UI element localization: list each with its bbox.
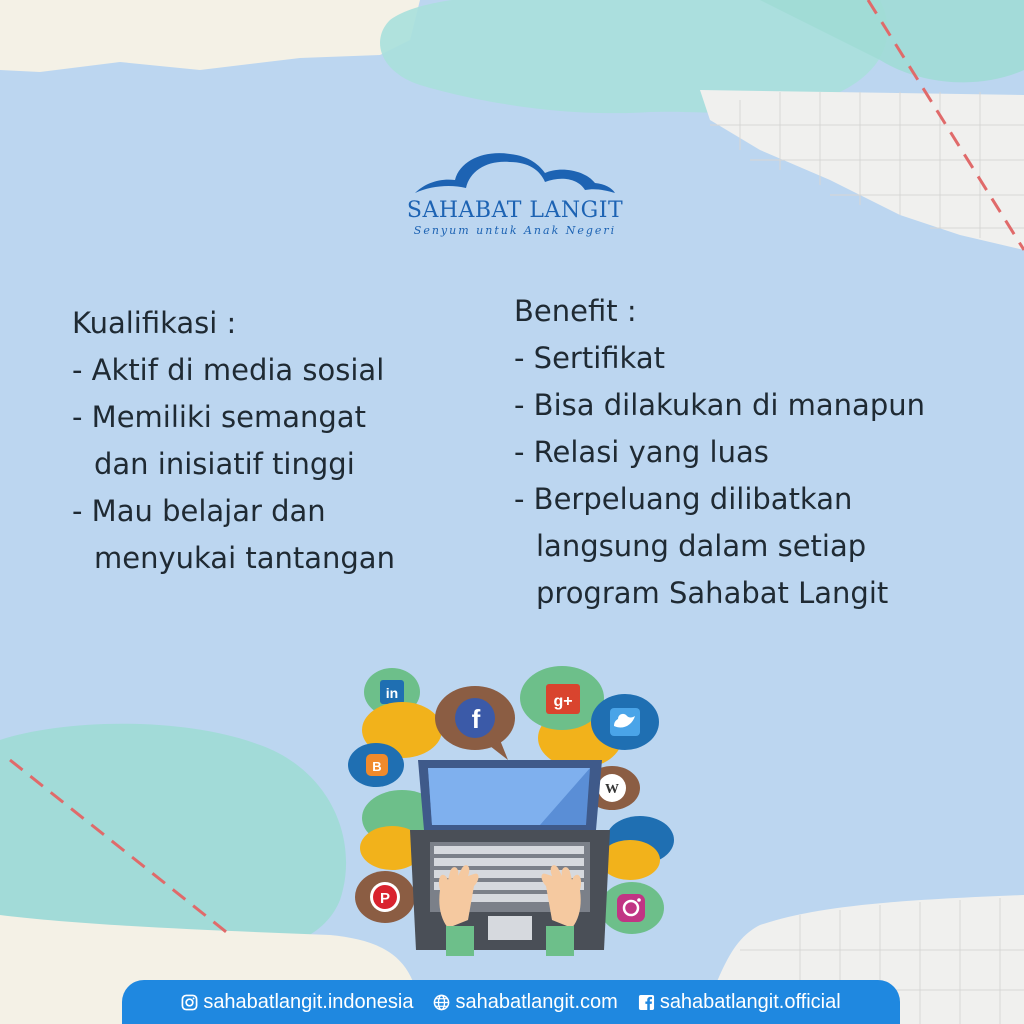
- social-media-illustration: [340, 660, 680, 980]
- list-item: - Bisa dilakukan di manapun: [514, 388, 925, 422]
- kualifikasi-section: [72, 300, 395, 582]
- kualifikasi-title: Kualifikasi :: [72, 306, 237, 340]
- footer-bar: [122, 980, 900, 1024]
- blogger-icon: [348, 743, 404, 787]
- laptop-icon: [410, 760, 610, 950]
- list-item: - Mau belajar dan: [72, 494, 326, 528]
- benefit-title: Benefit :: [514, 294, 637, 328]
- list-item: - Berpeluang dilibatkan: [514, 482, 853, 516]
- brand-name: SAHABAT LANGIT: [406, 198, 624, 223]
- svg-text:f: f: [471, 704, 481, 734]
- website-url: sahabatlangit.com: [455, 990, 618, 1013]
- globe-icon: [433, 994, 450, 1011]
- brand-tagline: Senyum untuk Anak Negeri: [413, 224, 617, 237]
- instagram-icon: [600, 882, 664, 934]
- facebook-icon: [638, 994, 655, 1011]
- list-item: - Sertifikat: [514, 341, 665, 375]
- svg-text:B: B: [372, 759, 382, 774]
- cloud-logo-icon: [400, 148, 630, 198]
- list-item: - Relasi yang luas: [514, 435, 769, 469]
- svg-text:P: P: [379, 890, 391, 907]
- list-item-continuation: menyukai tantangan: [94, 541, 395, 575]
- instagram-link[interactable]: [181, 991, 413, 1014]
- facebook-link[interactable]: [638, 991, 841, 1014]
- list-item: - Memiliki semangat: [72, 400, 366, 434]
- list-item-continuation: langsung dalam setiap: [536, 529, 867, 563]
- svg-text:g+: g+: [553, 693, 573, 710]
- facebook-handle: sahabatlangit.official: [659, 990, 841, 1013]
- list-item: - Aktif di media sosial: [72, 353, 385, 387]
- website-link[interactable]: [433, 991, 617, 1014]
- twitter-icon: [591, 694, 659, 750]
- pinterest-icon: [355, 871, 415, 923]
- list-item-continuation: dan inisiatif tinggi: [94, 447, 355, 481]
- list-item-continuation: program Sahabat Langit: [536, 576, 889, 610]
- instagram-handle: sahabatlangit.indonesia: [203, 990, 414, 1013]
- instagram-icon: [181, 994, 198, 1011]
- svg-text:in: in: [385, 685, 399, 701]
- facebook-icon: [435, 686, 515, 760]
- benefit-section: [514, 288, 925, 617]
- svg-text:W: W: [605, 782, 619, 797]
